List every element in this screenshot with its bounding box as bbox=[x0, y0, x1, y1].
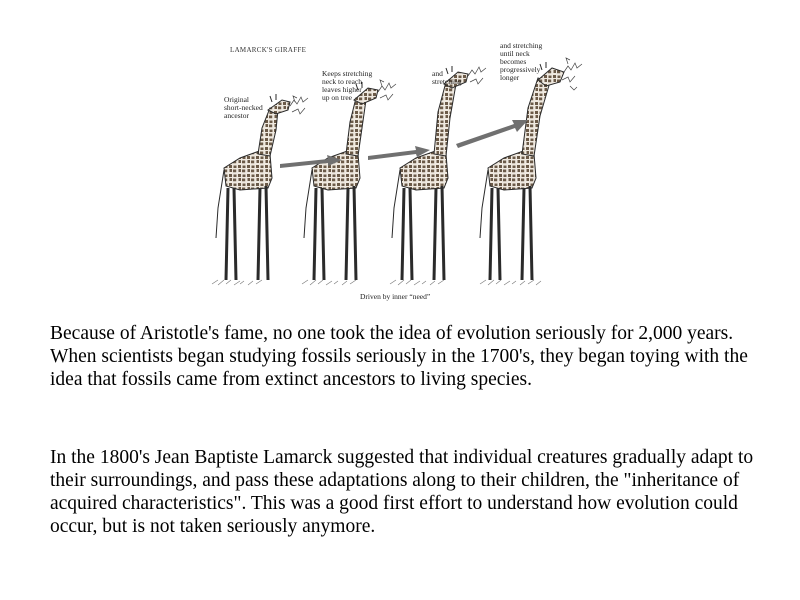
lamarck-giraffe-illustration bbox=[210, 38, 590, 306]
leaves-3 bbox=[468, 67, 486, 84]
caption-keeps-stretching: Keeps stretching neck to reach leaves higher up on tree bbox=[322, 69, 373, 102]
giraffe-1-short-neck bbox=[216, 94, 290, 280]
progression-arrows bbox=[280, 120, 528, 168]
leaves-2 bbox=[378, 80, 396, 100]
leaves-1 bbox=[290, 96, 308, 114]
paragraph-aristotle: Because of Aristotle's fame, no one took the idea of evolution seriously for 2,000 years. When scientists began studying fossils seriously in the 1700's, they began toying with the idea that fossils came from extinct ancestors to living species. bbox=[50, 323, 748, 390]
figure-title: LAMARCK'S GIRAFFE bbox=[230, 46, 307, 54]
arrow-3 bbox=[456, 120, 528, 148]
caption-and-stretching: and stretching bbox=[432, 69, 462, 86]
caption-neck-longer: and stretching until neck becomes progressively longer bbox=[500, 41, 543, 82]
ground-hatching bbox=[212, 280, 541, 285]
leaves-4 bbox=[562, 58, 582, 90]
paragraph-lamarck: In the 1800's Jean Baptiste Lamarck suggested that individual creatures gradually adapt to their surroundings, and pass these adaptations along to their children, the "inheritance of acquired characteristics". This was a good first effort to understand how evolution could occur, but is not taken seriously anymore. bbox=[50, 447, 754, 537]
giraffe-3-stretching bbox=[392, 66, 468, 280]
giraffe-2-stretching bbox=[304, 82, 378, 280]
caption-original-ancestor: Original short-necked ancestor bbox=[224, 95, 263, 120]
giraffe-4-long-neck bbox=[480, 62, 564, 280]
figure-footer: Driven by inner “need” bbox=[360, 292, 431, 301]
